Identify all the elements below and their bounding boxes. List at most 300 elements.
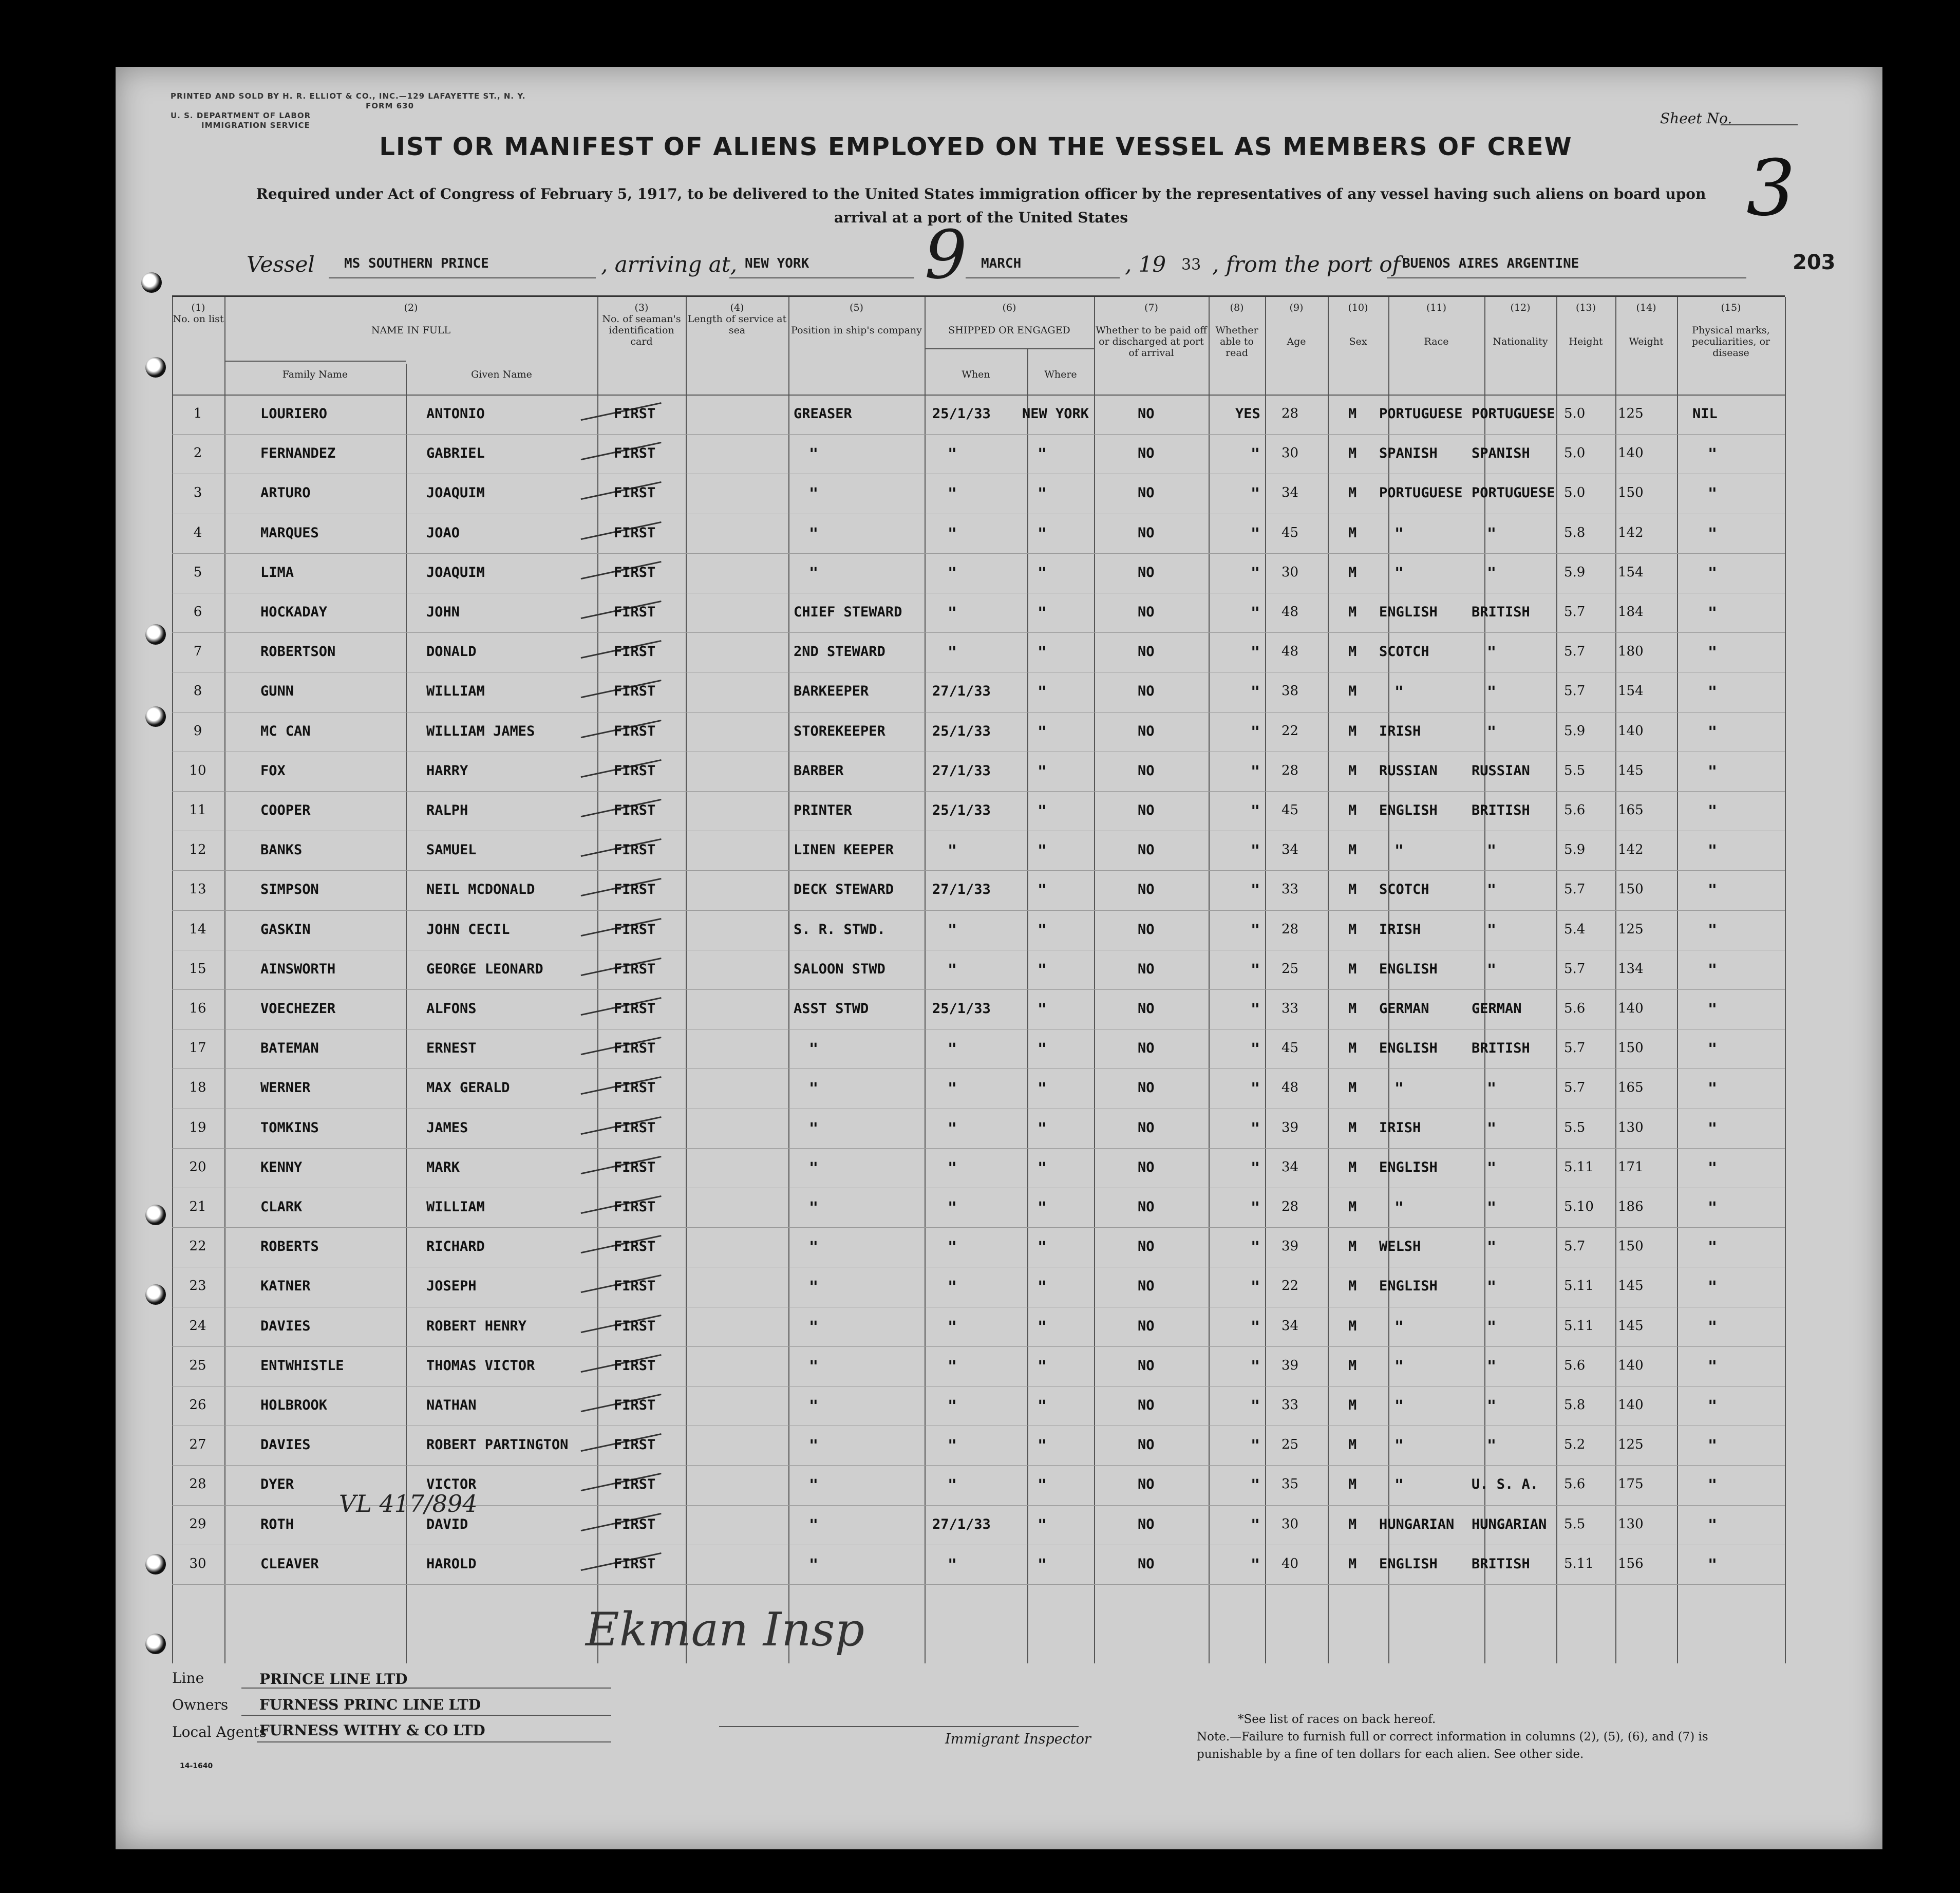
cell-sex: M <box>1348 644 1357 660</box>
cell-id-card: FIRST <box>614 524 656 541</box>
cell-age: 25 <box>1281 1437 1299 1453</box>
cell-id-card: FIRST <box>614 1159 656 1175</box>
cell-race: HUNGARIAN <box>1379 1516 1455 1532</box>
cell-paid-off: NO <box>1138 1357 1155 1374</box>
cell-height: 5.0 <box>1564 445 1586 461</box>
cell-id-card: FIRST <box>614 1040 656 1057</box>
cell-nationality: BRITISH <box>1472 604 1530 620</box>
cell-physical-marks: " <box>1708 842 1718 860</box>
cell-paid-off: NO <box>1138 604 1155 620</box>
cell-nationality: SPANISH <box>1472 445 1530 462</box>
binder-hole <box>145 1284 166 1305</box>
col-14-header: (14) Weight <box>1629 302 1664 347</box>
row-rule <box>172 1346 1785 1347</box>
cell-shipped-where: " <box>1038 644 1047 662</box>
cell-sex: M <box>1348 406 1357 422</box>
cell-id-card: FIRST <box>614 604 656 620</box>
cell-age: 33 <box>1281 1397 1299 1413</box>
cell-physical-marks: " <box>1708 961 1718 979</box>
col-8-header: (8) Whether able to read <box>1215 302 1258 359</box>
cell-height: 5.2 <box>1564 1437 1586 1453</box>
cell-shipped-where: " <box>1038 1199 1047 1217</box>
cell-shipped-where: " <box>1038 524 1047 543</box>
cell-race: ENGLISH <box>1379 1040 1438 1057</box>
cell-race: " <box>1394 524 1404 543</box>
cell-weight: 125 <box>1618 1437 1644 1453</box>
cell-age: 34 <box>1281 1159 1299 1175</box>
cell-position: " <box>809 1516 819 1534</box>
cell-shipped-when: " <box>948 1397 957 1415</box>
inspector-signature: Ekman Insp <box>586 1603 865 1657</box>
cell-weight: 125 <box>1618 921 1644 937</box>
row-rule <box>172 553 1785 554</box>
cell-able-to-read: " <box>1251 524 1260 543</box>
col-12-header: (12) Nationality <box>1493 302 1548 347</box>
cell-given-name: HAROLD <box>426 1555 477 1572</box>
cell-age: 30 <box>1281 445 1299 461</box>
line-value: PRINCE LINE LTD <box>259 1671 408 1688</box>
cell-paid-off: NO <box>1138 1080 1155 1096</box>
cell-able-to-read: " <box>1251 683 1260 702</box>
month-underline <box>966 277 1120 278</box>
cell-height: 5.7 <box>1564 1040 1586 1056</box>
sheet-no-label: Sheet No. <box>1660 110 1732 127</box>
cell-id-card: FIRST <box>614 1397 656 1413</box>
cell-family-name: DYER <box>260 1476 294 1493</box>
cell-able-to-read: " <box>1251 644 1260 662</box>
cell-family-name: WERNER <box>260 1080 311 1096</box>
inspector-signature-line <box>719 1726 1079 1727</box>
cell-row-number: 9 <box>193 723 202 739</box>
cell-able-to-read: " <box>1251 445 1260 464</box>
cell-physical-marks: " <box>1708 683 1718 702</box>
cell-shipped-where: " <box>1038 1239 1047 1257</box>
cell-shipped-where: " <box>1038 842 1047 860</box>
cell-family-name: COOPER <box>260 802 311 818</box>
cell-height: 5.5 <box>1564 762 1586 778</box>
cell-given-name: GABRIEL <box>426 445 485 462</box>
cell-nationality: " <box>1487 1159 1497 1177</box>
page-stamp-number: 203 <box>1793 251 1836 274</box>
cell-age: 28 <box>1281 762 1299 778</box>
cell-nationality: HUNGARIAN <box>1472 1516 1547 1532</box>
cell-race: ENGLISH <box>1379 1278 1438 1295</box>
cell-paid-off: NO <box>1138 1437 1155 1453</box>
cell-row-number: 14 <box>189 921 206 937</box>
cell-age: 45 <box>1281 524 1299 540</box>
cell-height: 5.4 <box>1564 921 1586 937</box>
cell-shipped-when: " <box>948 961 957 979</box>
cell-weight: 150 <box>1618 1040 1644 1056</box>
cell-family-name: TOMKINS <box>260 1119 319 1136</box>
vessel-name: MS SOUTHERN PRINCE <box>344 256 489 271</box>
cell-weight: 142 <box>1618 524 1644 540</box>
cell-height: 5.7 <box>1564 1239 1586 1254</box>
cell-shipped-where: " <box>1038 564 1047 583</box>
cell-family-name: ARTURO <box>260 485 311 501</box>
cell-race: ENGLISH <box>1379 1555 1438 1572</box>
cell-age: 45 <box>1281 1040 1299 1056</box>
cell-id-card: FIRST <box>614 1001 656 1017</box>
cell-row-number: 7 <box>193 644 202 660</box>
from-port-underline <box>1387 277 1746 278</box>
arrival-port: NEW YORK <box>745 256 809 271</box>
cell-paid-off: NO <box>1138 762 1155 779</box>
cell-nationality: BRITISH <box>1472 1555 1530 1572</box>
cell-row-number: 30 <box>189 1555 206 1571</box>
cell-weight: 156 <box>1618 1555 1644 1571</box>
cell-physical-marks: " <box>1708 802 1718 820</box>
cell-id-card: FIRST <box>614 1357 656 1374</box>
cell-position: " <box>809 1437 819 1455</box>
cell-shipped-where: " <box>1038 1159 1047 1177</box>
cell-given-name: WILLIAM <box>426 683 485 700</box>
cell-nationality: " <box>1487 1199 1497 1217</box>
cell-weight: 154 <box>1618 564 1644 580</box>
cell-height: 5.9 <box>1564 723 1586 739</box>
cell-sex: M <box>1348 802 1357 818</box>
cell-paid-off: NO <box>1138 1040 1155 1057</box>
cell-shipped-where: " <box>1038 1278 1047 1297</box>
cell-row-number: 19 <box>189 1119 206 1135</box>
cell-id-card: FIRST <box>614 1080 656 1096</box>
cell-sex: M <box>1348 1318 1357 1334</box>
cell-position: ASST STWD <box>794 1001 869 1017</box>
col-4-header: (4) Length of service at sea <box>687 302 787 336</box>
cell-sex: M <box>1348 445 1357 462</box>
col-2-header: (2) NAME IN FULL <box>371 302 451 336</box>
cell-sex: M <box>1348 604 1357 620</box>
cell-nationality: " <box>1487 524 1497 543</box>
cell-row-number: 1 <box>193 406 202 421</box>
cell-age: 33 <box>1281 1001 1299 1016</box>
cell-shipped-when: 27/1/33 <box>932 882 991 898</box>
vessel-underline <box>329 277 596 278</box>
agents-underline <box>257 1741 611 1742</box>
when-header: When <box>962 369 990 380</box>
cell-given-name: JOAQUIM <box>426 485 485 501</box>
cell-shipped-where: " <box>1038 961 1047 979</box>
cell-given-name: HARRY <box>426 762 468 779</box>
col-13-header: (13) Height <box>1569 302 1603 347</box>
cell-given-name: RALPH <box>426 802 468 818</box>
cell-nationality: " <box>1487 1437 1497 1455</box>
cell-height: 5.11 <box>1564 1555 1594 1571</box>
cell-given-name: ERNEST <box>426 1040 477 1057</box>
cell-given-name: JOAO <box>426 524 460 541</box>
cell-height: 5.7 <box>1564 882 1586 897</box>
cell-position: " <box>809 445 819 464</box>
cell-shipped-where: " <box>1038 1080 1047 1098</box>
cell-able-to-read: " <box>1251 1476 1260 1495</box>
row-rule <box>172 1227 1785 1228</box>
cell-position: " <box>809 1555 819 1574</box>
cell-nationality: " <box>1487 1397 1497 1415</box>
cell-given-name: JOAQUIM <box>426 564 485 580</box>
cell-paid-off: NO <box>1138 1239 1155 1255</box>
cell-position: " <box>809 1159 819 1177</box>
cell-row-number: 28 <box>189 1476 206 1492</box>
cell-id-card: FIRST <box>614 802 656 818</box>
cell-race: " <box>1394 1357 1404 1376</box>
cell-age: 34 <box>1281 1318 1299 1334</box>
row-rule <box>172 791 1785 792</box>
col-11-header: (11) Race <box>1424 302 1449 347</box>
cell-row-number: 27 <box>189 1437 206 1453</box>
cell-nationality: " <box>1487 921 1497 940</box>
cell-race: " <box>1394 842 1404 860</box>
cell-nationality: " <box>1487 882 1497 900</box>
col-10-header: (10) Sex <box>1348 302 1368 347</box>
cell-height: 5.11 <box>1564 1318 1594 1334</box>
cell-sex: M <box>1348 762 1357 779</box>
cell-paid-off: NO <box>1138 961 1155 977</box>
cell-height: 5.7 <box>1564 644 1586 660</box>
cell-able-to-read: " <box>1251 1357 1260 1376</box>
cell-height: 5.10 <box>1564 1199 1594 1214</box>
cell-physical-marks: " <box>1708 1119 1718 1138</box>
cell-race: ENGLISH <box>1379 802 1438 818</box>
cell-row-number: 21 <box>189 1199 206 1214</box>
cell-race: " <box>1394 1318 1404 1336</box>
row-rule <box>172 870 1785 871</box>
cell-position: " <box>809 485 819 503</box>
cell-position: SALOON STWD <box>794 961 885 977</box>
cell-shipped-where: " <box>1038 1318 1047 1336</box>
row-rule <box>172 434 1785 435</box>
cell-age: 22 <box>1281 1278 1299 1294</box>
binder-hole <box>145 1634 166 1654</box>
cell-given-name: VICTOR <box>426 1476 477 1493</box>
cell-able-to-read: " <box>1251 762 1260 781</box>
cell-height: 5.5 <box>1564 1119 1586 1135</box>
cell-weight: 130 <box>1618 1119 1644 1135</box>
cell-family-name: ROBERTSON <box>260 644 336 660</box>
cell-row-number: 18 <box>189 1080 206 1096</box>
cell-given-name: RICHARD <box>426 1239 485 1255</box>
cell-race: IRISH <box>1379 723 1421 739</box>
cell-age: 45 <box>1281 802 1299 818</box>
cell-family-name: VOECHEZER <box>260 1001 336 1017</box>
cell-shipped-when: " <box>948 842 957 860</box>
cell-shipped-when: " <box>948 1199 957 1217</box>
cell-position: " <box>809 1040 819 1059</box>
cell-able-to-read: " <box>1251 842 1260 860</box>
cell-family-name: ROTH <box>260 1516 294 1532</box>
cell-family-name: FOX <box>260 762 286 779</box>
cell-shipped-when: 25/1/33 <box>932 802 991 818</box>
cell-paid-off: NO <box>1138 1397 1155 1413</box>
cell-row-number: 15 <box>189 961 206 977</box>
cell-position: S. R. STWD. <box>794 921 885 938</box>
col-rule <box>406 364 407 1663</box>
dyer-handwritten-note: VL 417/894 <box>339 1490 478 1517</box>
cell-family-name: DAVIES <box>260 1318 311 1334</box>
cell-weight: 145 <box>1618 762 1644 778</box>
col-9-header: (9) Age <box>1287 302 1306 347</box>
cell-position: " <box>809 1199 819 1217</box>
cell-sex: M <box>1348 524 1357 541</box>
cell-age: 39 <box>1281 1119 1299 1135</box>
cell-height: 5.6 <box>1564 1001 1586 1016</box>
cell-sex: M <box>1348 1119 1357 1136</box>
cell-weight: 145 <box>1618 1278 1644 1294</box>
cell-family-name: GUNN <box>260 683 294 700</box>
cell-position: " <box>809 1239 819 1257</box>
cell-physical-marks: " <box>1708 524 1718 543</box>
cell-age: 39 <box>1281 1239 1299 1254</box>
cell-age: 40 <box>1281 1555 1299 1571</box>
cell-height: 5.0 <box>1564 406 1586 421</box>
cell-physical-marks: " <box>1708 644 1718 662</box>
cell-given-name: JOHN CECIL <box>426 921 510 938</box>
cell-race: SCOTCH <box>1379 882 1429 898</box>
cell-row-number: 3 <box>193 485 202 501</box>
cell-race: ENGLISH <box>1379 1159 1438 1175</box>
cell-able-to-read: " <box>1251 723 1260 741</box>
cell-shipped-when: " <box>948 1476 957 1495</box>
cell-height: 5.7 <box>1564 1080 1586 1096</box>
cell-physical-marks: " <box>1708 564 1718 583</box>
cell-shipped-where: NEW YORK <box>1022 406 1089 422</box>
cell-height: 5.9 <box>1564 564 1586 580</box>
cell-id-card: FIRST <box>614 723 656 739</box>
cell-sex: M <box>1348 882 1357 898</box>
cell-nationality: " <box>1487 723 1497 741</box>
cell-physical-marks: " <box>1708 485 1718 503</box>
given-name-header: Given Name <box>471 369 532 380</box>
cell-physical-marks: " <box>1708 1357 1718 1376</box>
cell-weight: 186 <box>1618 1199 1644 1214</box>
cell-race: " <box>1394 1199 1404 1217</box>
cell-age: 34 <box>1281 842 1299 858</box>
col-rule <box>1556 297 1557 1663</box>
cell-shipped-when: " <box>948 1119 957 1138</box>
cell-given-name: ALFONS <box>426 1001 477 1017</box>
cell-race: ENGLISH <box>1379 604 1438 620</box>
cell-able-to-read: " <box>1251 1555 1260 1574</box>
cell-shipped-when: " <box>948 564 957 583</box>
cell-able-to-read: " <box>1251 1278 1260 1297</box>
cell-row-number: 24 <box>189 1318 206 1334</box>
cell-position: GREASER <box>794 406 852 422</box>
printer-imprint: PRINTED AND SOLD BY H. R. ELLIOT & CO., INC.—129 LAFAYETTE ST., N. Y. FORM 630 U. S. DEPARTMENT OF LABOR IMMIGRATION SERVICE <box>171 91 526 130</box>
cell-row-number: 22 <box>189 1239 206 1254</box>
cell-given-name: SAMUEL <box>426 842 477 858</box>
cell-shipped-when: " <box>948 1318 957 1336</box>
cell-able-to-read: " <box>1251 961 1260 979</box>
cell-sex: M <box>1348 1476 1357 1493</box>
cell-physical-marks: " <box>1708 1199 1718 1217</box>
cell-weight: 150 <box>1618 882 1644 897</box>
col-rule <box>224 297 225 1663</box>
cell-height: 5.0 <box>1564 485 1586 501</box>
cell-family-name: KENNY <box>260 1159 303 1175</box>
col-rule <box>1328 297 1329 1663</box>
cell-id-card: FIRST <box>614 1278 656 1295</box>
cell-family-name: CLARK <box>260 1199 303 1215</box>
cell-id-card: FIRST <box>614 882 656 898</box>
cell-nationality: PORTUGUESE <box>1472 406 1555 422</box>
cell-age: 25 <box>1281 961 1299 977</box>
shipped-header-rule <box>925 348 1094 349</box>
cell-shipped-when: " <box>948 1080 957 1098</box>
cell-height: 5.5 <box>1564 1516 1586 1532</box>
cell-weight: 175 <box>1618 1476 1644 1492</box>
cell-shipped-where: " <box>1038 1476 1047 1495</box>
cell-position: " <box>809 1318 819 1336</box>
cell-height: 5.6 <box>1564 802 1586 818</box>
cell-paid-off: NO <box>1138 1318 1155 1334</box>
cell-family-name: HOLBROOK <box>260 1397 328 1413</box>
cell-nationality: " <box>1487 1357 1497 1376</box>
cell-paid-off: NO <box>1138 1278 1155 1295</box>
cell-weight: 154 <box>1618 683 1644 699</box>
cell-id-card: FIRST <box>614 842 656 858</box>
cell-row-number: 5 <box>193 564 202 580</box>
cell-age: 48 <box>1281 644 1299 660</box>
cell-able-to-read: " <box>1251 1318 1260 1336</box>
cell-sex: M <box>1348 1397 1357 1413</box>
col-rule <box>1209 297 1210 1663</box>
cell-paid-off: NO <box>1138 485 1155 501</box>
page-title: LIST OR MANIFEST OF ALIENS EMPLOYED ON THE VESSEL AS MEMBERS OF CREW <box>379 133 1573 161</box>
cell-given-name: MARK <box>426 1159 460 1175</box>
cell-id-card: FIRST <box>614 961 656 977</box>
cell-sex: M <box>1348 1239 1357 1255</box>
cell-given-name: THOMAS VICTOR <box>426 1357 535 1374</box>
cell-row-number: 11 <box>189 802 206 818</box>
cell-race: SCOTCH <box>1379 644 1429 660</box>
cell-height: 5.11 <box>1564 1159 1594 1175</box>
agents-label: Local Agents <box>172 1723 267 1740</box>
cell-physical-marks: " <box>1708 921 1718 940</box>
cell-physical-marks: " <box>1708 1516 1718 1534</box>
cell-family-name: MARQUES <box>260 524 319 541</box>
col-5-header: (5) Position in ship's company <box>791 302 922 336</box>
cell-weight: 180 <box>1618 644 1644 660</box>
cell-shipped-where: " <box>1038 1516 1047 1534</box>
cell-given-name: ROBERT HENRY <box>426 1318 527 1334</box>
cell-position: BARKEEPER <box>794 683 869 700</box>
cell-age: 22 <box>1281 723 1299 739</box>
cell-family-name: LOURIERO <box>260 406 328 422</box>
cell-paid-off: NO <box>1138 723 1155 739</box>
col-6-header: (6) SHIPPED OR ENGAGED <box>948 302 1070 336</box>
binder-hole <box>145 1205 166 1225</box>
row-rule <box>172 1584 1785 1585</box>
cell-weight: 140 <box>1618 1357 1644 1373</box>
cell-race: IRISH <box>1379 921 1421 938</box>
cell-paid-off: NO <box>1138 1119 1155 1136</box>
cell-physical-marks: " <box>1708 882 1718 900</box>
col-rule <box>1388 297 1389 1663</box>
cell-given-name: DONALD <box>426 644 477 660</box>
cell-shipped-where: " <box>1038 445 1047 464</box>
cell-id-card: FIRST <box>614 485 656 501</box>
cell-nationality: " <box>1487 1080 1497 1098</box>
cell-race: GERMAN <box>1379 1001 1429 1017</box>
cell-weight: 134 <box>1618 961 1644 977</box>
cell-paid-off: NO <box>1138 921 1155 938</box>
cell-nationality: " <box>1487 842 1497 860</box>
cell-age: 28 <box>1281 1199 1299 1214</box>
cell-shipped-where: " <box>1038 1001 1047 1019</box>
cell-physical-marks: " <box>1708 1239 1718 1257</box>
row-rule <box>172 632 1785 633</box>
col-rule <box>686 297 687 1663</box>
cell-race: PORTUGUESE <box>1379 485 1463 501</box>
